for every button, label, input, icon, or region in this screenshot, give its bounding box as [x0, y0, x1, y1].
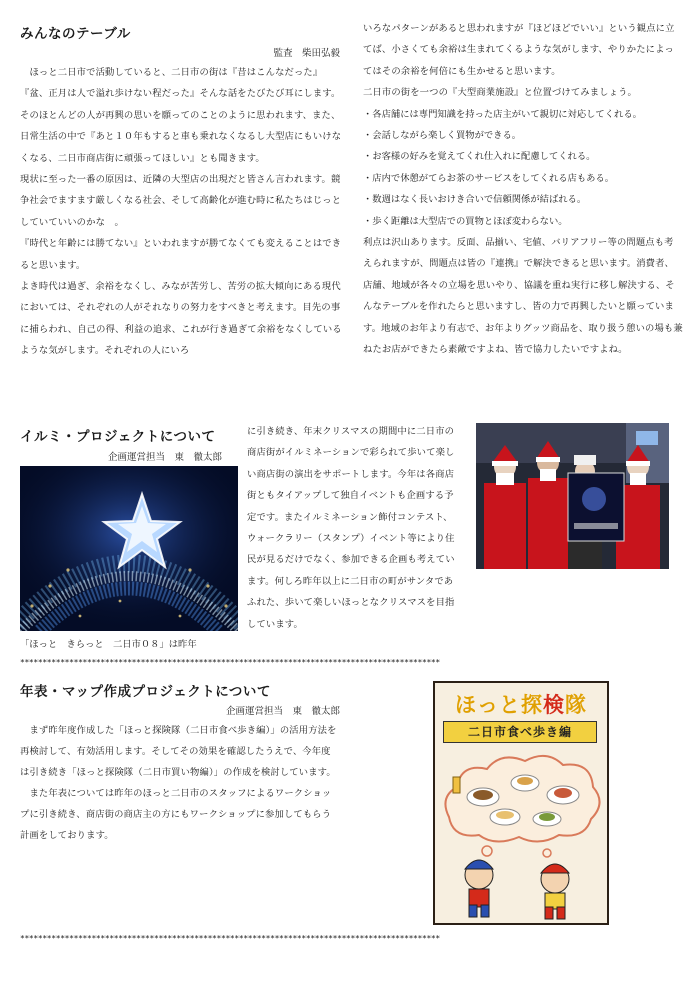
section-byline: 監査 柴田弘毅: [273, 48, 340, 59]
illumination-photo: [20, 466, 238, 631]
poster-subtitle: 二日市食べ歩き編: [443, 721, 597, 743]
paragraph: に引き続き、年末クリスマスの期間中に二日市の商店街がイルミネーションで彩られて歩いて楽しい商店街の演出をサポートします。今年は各商店街ともタイアップして独自イベントも企画する予定です。またイルミネーション飾付コンテスト、ウォークラリー（スタンプ）イベント等により住民が見るだけでなく、参加できる企画も考えています。何しろ昨年以上に二日市の町がサンタであふれた、歩いて楽しいほっとなクリスマスを目指しています。: [247, 426, 455, 630]
merit-list: [363, 104, 683, 232]
separator-line: **********************************************************************************************: [20, 934, 440, 943]
list-item: ・会話しながら楽しく買物ができる。: [363, 130, 522, 142]
section2-body: [247, 421, 455, 635]
illumination-star-icon: [20, 466, 238, 631]
santa-event-photo: [476, 423, 669, 569]
section1-right-column: [363, 18, 683, 361]
list-item: ・店内で休憩がてらお茶のサービスをしてくれる店もある。: [363, 172, 615, 184]
paragraph: また年表については昨年のほっと二日市のスタッフによるワークショップに引き続き、商店街の商店主の方にもワークショップに参加してもらう計画をしております。: [20, 788, 332, 841]
list-item: ・お客様の好みを覚えてくれ仕入れに配慮してくれる。: [363, 151, 596, 163]
section-title-timeline-map: 年表・マップ作成プロジェクトについて: [20, 684, 271, 700]
photo-caption: 「ほっと きらっと 二日市０８」は昨年: [20, 639, 197, 650]
section-title-minna-table: みんなのテーブル: [20, 26, 131, 42]
section1-left-column: [20, 62, 342, 362]
section-title-illumi: イルミ・プロジェクトについて: [20, 429, 216, 445]
paragraph: 現状に至った一番の原因は、近隣の大型店の出現だと皆さん言われます。競争社会でますます厳しくなる社会、そして高齢化が進む時に私たちはじっとしていていいのかな 。: [20, 174, 342, 228]
list-item: ・数週はなく長いおけき合いで信頼関係が結ばれる。: [363, 194, 587, 206]
section3-body: [20, 720, 340, 846]
paragraph: いろなパターンがあると思われますが『ほどほどでいい』という観点に立てば、小さくても余裕は生まれてくるような気がします、やりかたによってはその余裕を何倍にも生かせると思います。: [363, 23, 675, 77]
poster-title: ほっと探検隊: [455, 693, 587, 717]
paragraph: よき時代は過ぎ、余裕をなくし、みなが苦労し、苦労の拡大傾向にある現代においては、それぞれの人がそれなりの努力をすべきと考えます。目先の事に捕らわれ、自己の得、利益の追求、これが行き過ぎて余裕をなくしているような気がします。それぞれの人にいろ: [20, 281, 342, 357]
paragraph: 利点は沢山あります。反面、品揃い、宅値、バリアフリー等の問題点も考えられますが、問題点は皆の『連携』で解決できると思います。消費者、店舗、地域が各々の立場を思いやり、協議を重ね実行に移し解決する、そんなテーブルを作れたらと思いますし、皆の力で再興したいと願っています。地域のお年より有志で、お年よりグッツ商品を、取り扱う憩いの場も兼ねたお店ができたら素敵ですよね、皆で協力したいですよね。: [363, 237, 683, 356]
paragraph: まず昨年度作成した「ほっと探険隊（二日市食べ歩き編）」の活用方法を再検討して、有効活用します。そしてその効果を確認したうえで、今年度は引き続き「ほっと探険隊（二日市買い物編）」の作成を検討しています。: [20, 725, 337, 778]
food-characters-icon: [435, 747, 607, 923]
list-item: ・各店舗には専門知識を持った店主がいて親切に対応してくれる。: [363, 108, 642, 120]
section-byline: 企画運営担当 東 徹太郎: [107, 452, 222, 463]
paragraph: 『時代と年齢には勝てない』といわれますが勝てなくても変えることはできると思います。: [20, 238, 342, 271]
separator-line: **********************************************************************************************: [20, 658, 440, 667]
paragraph: 二日市の街を一つの『大型商業施設』と位置づけてみましょう。: [363, 87, 637, 99]
tanken-tai-poster: [433, 681, 609, 925]
paragraph: ほっと二日市で活動していると、二日市の街は『昔はこんなだった』『盆、正月は人で溢れ歩けない程だった』そんな話をたびたび耳にします。そのほとんどの人が再興の思いを願ってのことのように思われます、また、日常生活の中で『あと１０年もすると車も乗れなくなるし大型店にもいけなくなる、二日市商店街に頑張ってほしい』とも聞きます。: [20, 67, 342, 164]
santa-people-icon: [476, 423, 669, 569]
list-item: ・歩く距離は大型店での買物とほぼ変わらない。: [363, 215, 568, 227]
section-byline: 企画運営担当 東 徹太郎: [225, 706, 340, 717]
